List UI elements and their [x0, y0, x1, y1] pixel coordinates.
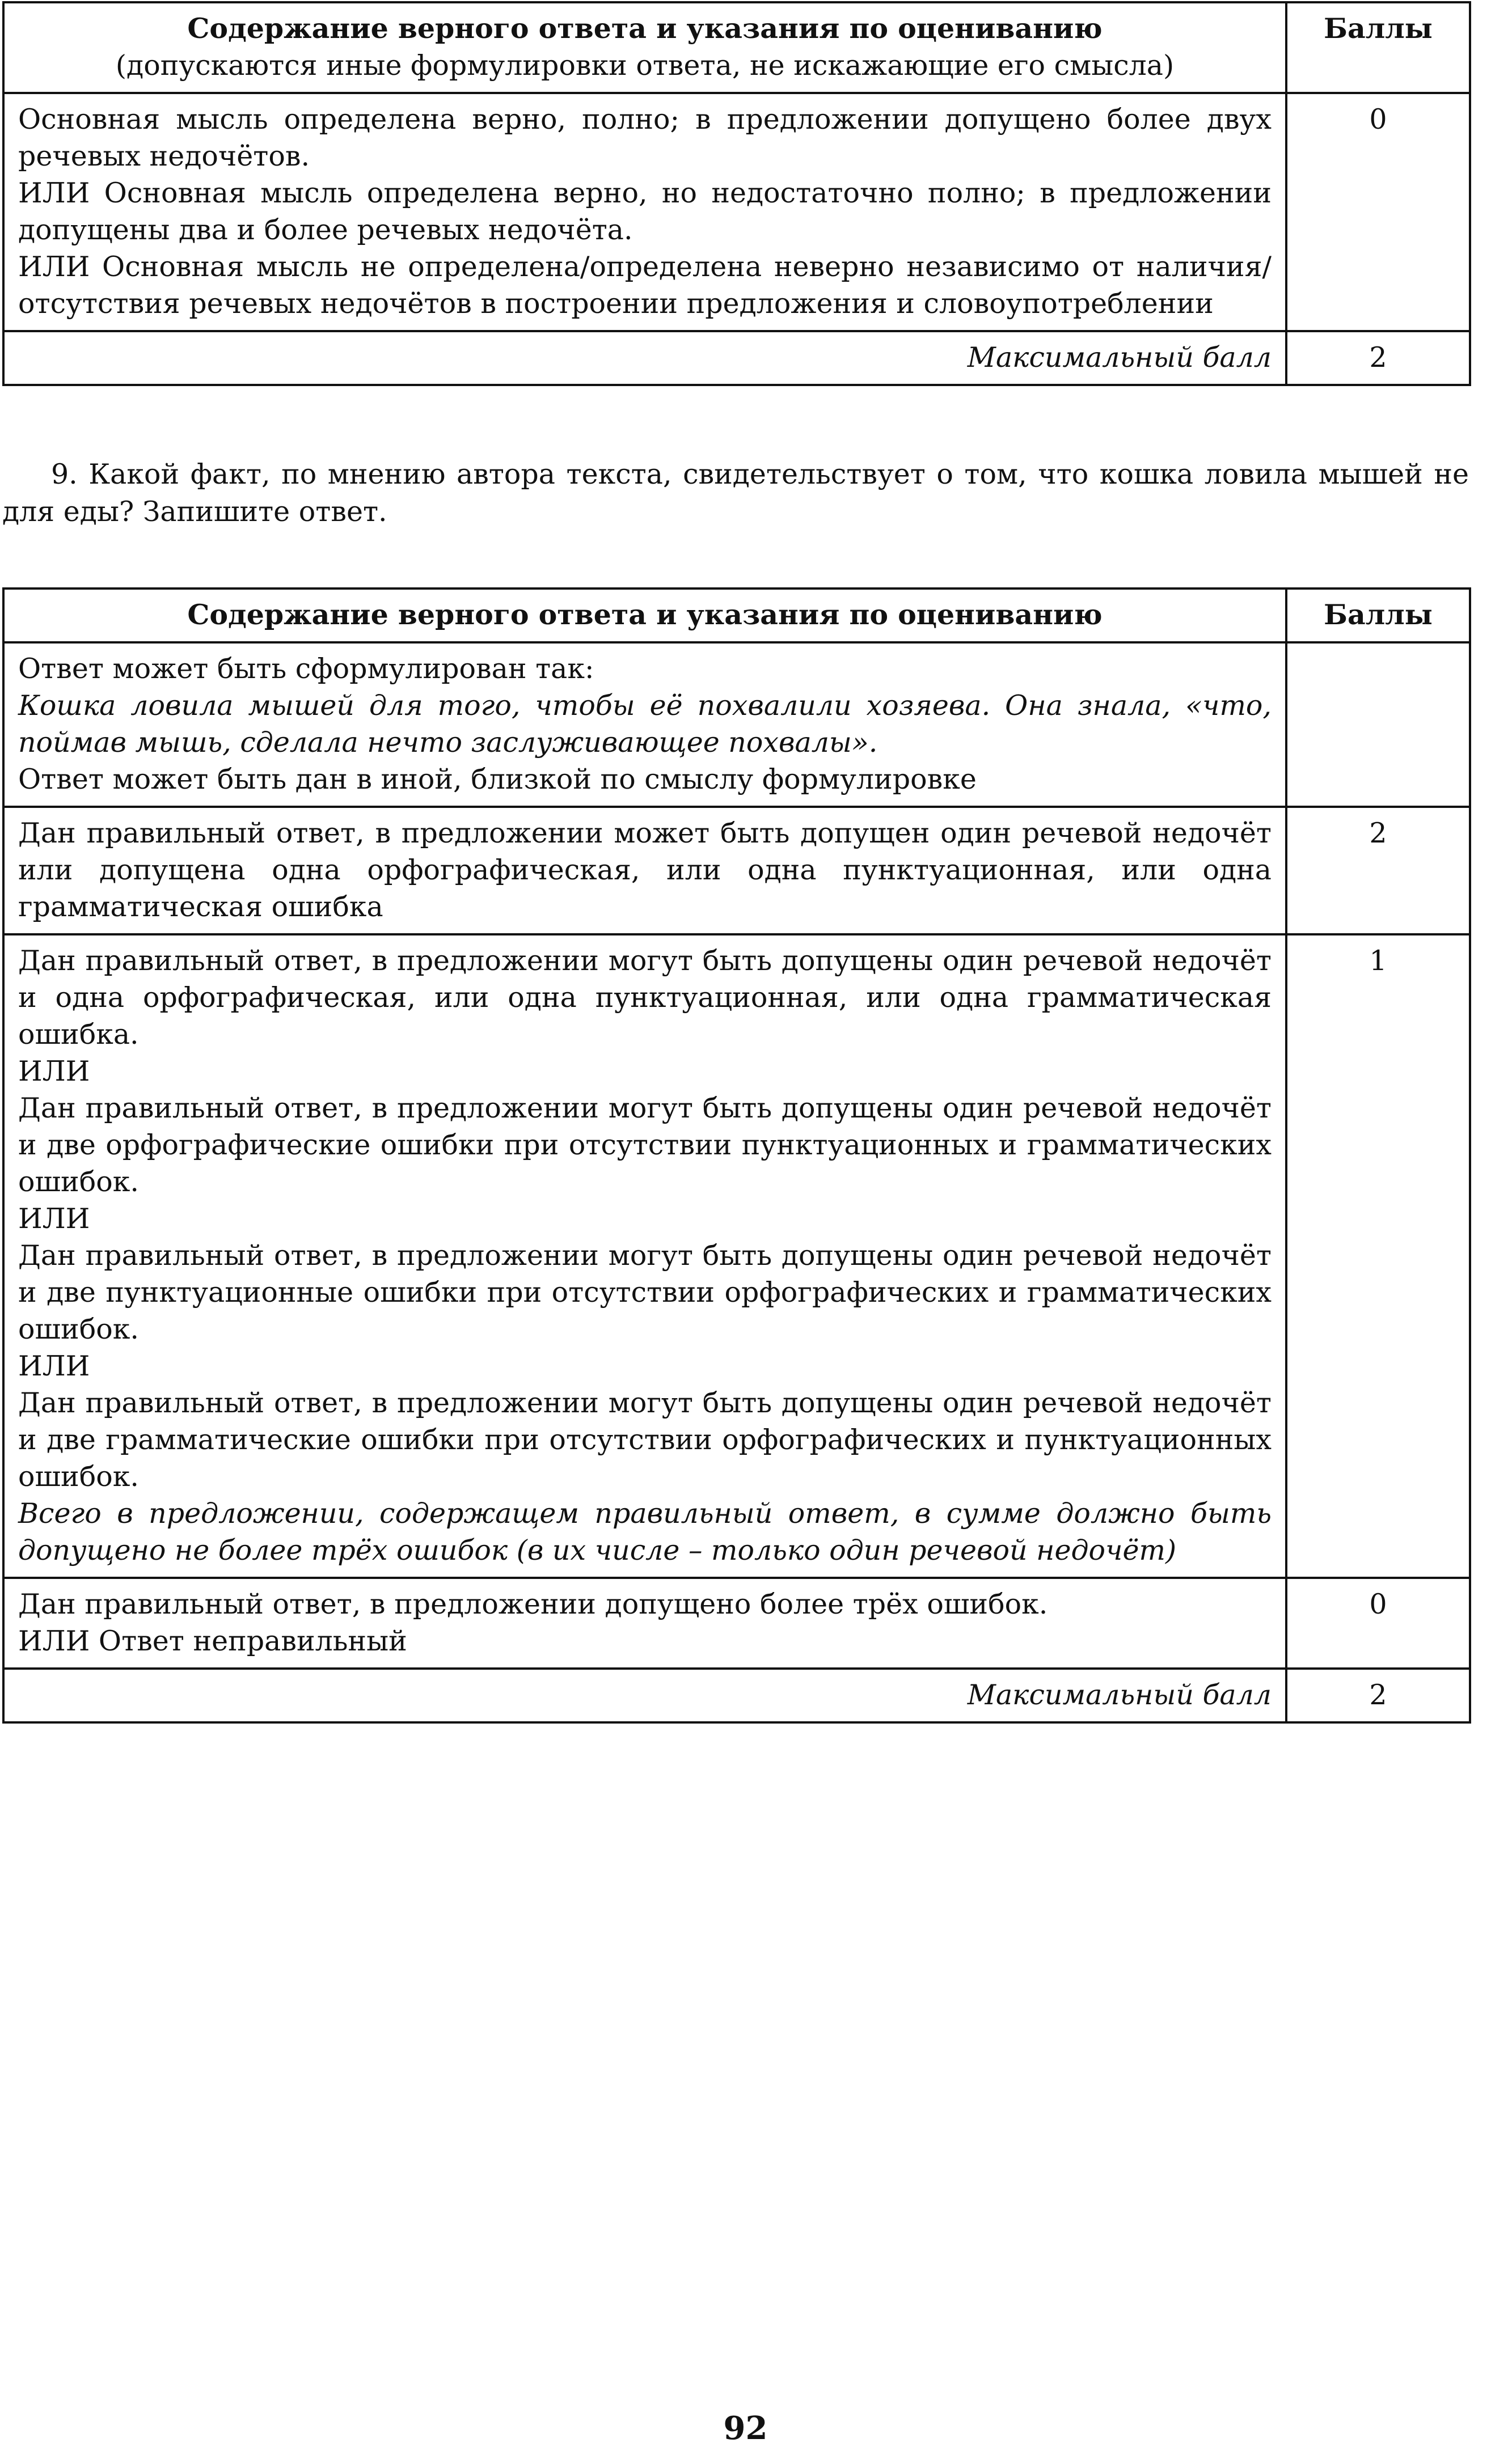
- header-content-title: Содержание верного ответа и указания по оцениванию: [187, 12, 1103, 45]
- or-separator: ИЛИ: [18, 1203, 90, 1235]
- criteria-line: ИЛИ Основная мысль определена верно, но недостаточно полно; в предложении допущены два и более речевых недочёта.: [18, 177, 1272, 246]
- grading-table-q9: [2, 587, 1471, 1724]
- criteria-cell: [3, 807, 1286, 934]
- or-separator: ИЛИ: [18, 1055, 90, 1087]
- max-score-label: Максимальный балл: [3, 331, 1286, 385]
- table-header-row: [3, 589, 1470, 642]
- criteria-line: ИЛИ Ответ неправильный: [18, 1625, 407, 1657]
- or-separator: ИЛИ: [18, 1350, 90, 1382]
- answer-text: Кошка ловила мышей для того, чтобы её похвалили хозяева. Она знала, «что, поймав мышь, сделала нечто заслуживающее похвалы».: [18, 689, 1272, 759]
- header-score-cell: Баллы: [1286, 589, 1470, 642]
- page-number: 92: [723, 2410, 768, 2447]
- criteria-line: Дан правильный ответ, в предложении могут быть допущены один речевой недочёт и две пунктуационные ошибки при отсутствии орфографических и грамматических ошибок.: [18, 1239, 1272, 1345]
- grading-table-continued: [2, 1, 1471, 386]
- criteria-line: Дан правильный ответ, в предложении допущено более трёх ошибок.: [18, 1588, 1048, 1620]
- table-header-row: [3, 2, 1470, 93]
- criteria-line: Дан правильный ответ, в предложении могут быть допущены один речевой недочёт и две грамматические ошибки при отсутствии орфографических и пунктуационных ошибок.: [18, 1387, 1272, 1493]
- table-row: [3, 93, 1470, 331]
- criteria-cell: [3, 1578, 1286, 1669]
- header-score-cell: Баллы: [1286, 2, 1470, 93]
- criteria-line: Основная мысль определена верно, полно; в предложении допущено более двух речевых недочётов.: [18, 103, 1272, 172]
- header-content-cell: Содержание верного ответа и указания по оцениванию: [3, 589, 1286, 642]
- max-score-label: Максимальный балл: [3, 1669, 1286, 1722]
- header-content-note: (допускаются иные формулировки ответа, не искажающие его смысла): [115, 49, 1175, 82]
- table-row-answer: [3, 642, 1470, 807]
- score-cell: 2: [1286, 807, 1470, 934]
- max-score-row: [3, 1669, 1470, 1722]
- criteria-line: ИЛИ Основная мысль не определена/определена неверно независимо от наличия/отсутствия речевых недочётов в построении предложения и словоупотреблении: [18, 251, 1272, 320]
- criteria-cell: [3, 93, 1286, 331]
- score-cell: 0: [1286, 1578, 1470, 1669]
- criteria-note: Всего в предложении, содержащем правильный ответ, в сумме должно быть допущено не более трёх ошибок (в их числе – только один речевой недочёт): [18, 1497, 1272, 1567]
- criteria-line: Дан правильный ответ, в предложении может быть допущен один речевой недочёт или допущена одна орфографическая, или одна пунктуационная, или одна грамматическая ошибка: [18, 817, 1272, 923]
- max-score-value: 2: [1286, 1669, 1470, 1722]
- question-9: 9. Какой факт, по мнению автора текста, свидетельствует о том, что кошка ловила мышей не для еды? Запишите ответ.: [2, 458, 1469, 528]
- score-cell: [1286, 642, 1470, 807]
- score-cell: 1: [1286, 934, 1470, 1578]
- answer-cell: [3, 642, 1286, 807]
- table-row-score-2: [3, 807, 1470, 934]
- criteria-line: Дан правильный ответ, в предложении могут быть допущены один речевой недочёт и две орфографические ошибки при отсутствии пунктуационных и грамматических ошибок.: [18, 1092, 1272, 1198]
- header-content-cell: [3, 2, 1286, 93]
- table-row-score-1: [3, 934, 1470, 1578]
- answer-outro: Ответ может быть дан в иной, близкой по смыслу формулировке: [18, 763, 977, 795]
- table-row-score-0: [3, 1578, 1470, 1669]
- criteria-cell: [3, 934, 1286, 1578]
- criteria-line: Дан правильный ответ, в предложении могут быть допущены один речевой недочёт и одна орфографическая, или одна пунктуационная, или одна грамматическая ошибка.: [18, 945, 1272, 1051]
- score-cell: 0: [1286, 93, 1470, 331]
- max-score-value: 2: [1286, 331, 1470, 385]
- max-score-row: [3, 331, 1470, 385]
- answer-intro: Ответ может быть сформулирован так:: [18, 653, 594, 685]
